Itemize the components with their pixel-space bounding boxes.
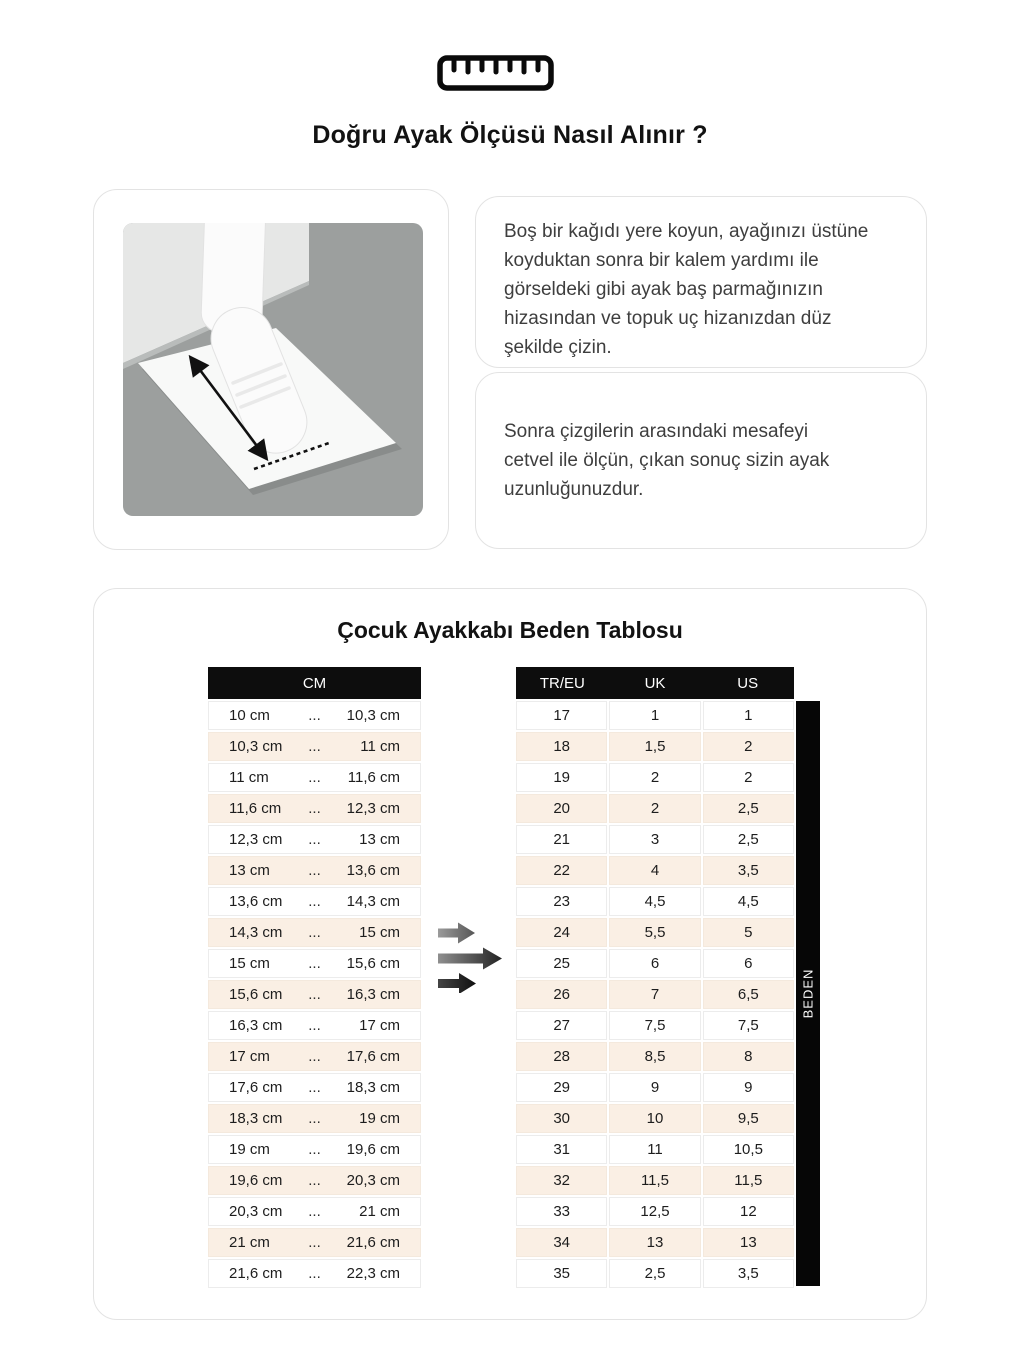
cm-from-value: 17 cm <box>229 1048 270 1065</box>
cm-to-value: 15 cm <box>359 924 400 941</box>
range-dots: ... <box>308 986 321 1003</box>
tr-eu-value: 33 <box>516 1197 607 1226</box>
cm-to-value: 21,6 cm <box>346 1234 400 1251</box>
range-dots: ... <box>308 1017 321 1034</box>
ruler-icon <box>437 55 554 96</box>
size-table-row <box>516 1011 794 1040</box>
cm-table-row <box>208 1073 421 1102</box>
cm-to-value: 14,3 cm <box>346 893 400 910</box>
uk-value: 10 <box>609 1104 700 1133</box>
size-table-row <box>516 949 794 978</box>
tr-eu-value: 35 <box>516 1259 607 1288</box>
range-dots: ... <box>308 738 321 755</box>
size-table-row <box>516 1259 794 1288</box>
tr-eu-value: 25 <box>516 949 607 978</box>
us-value: 2 <box>703 763 794 792</box>
uk-value: 11 <box>609 1135 700 1164</box>
tr-eu-value: 29 <box>516 1073 607 1102</box>
cm-from-value: 11 cm <box>229 769 269 786</box>
size-table-row <box>516 825 794 854</box>
cm-to-value: 13,6 cm <box>346 862 400 879</box>
range-dots: ... <box>308 893 321 910</box>
uk-value: 12,5 <box>609 1197 700 1226</box>
tr-eu-value: 31 <box>516 1135 607 1164</box>
col-header-us: US <box>737 674 759 692</box>
range-dots: ... <box>308 800 321 817</box>
range-dots: ... <box>308 1265 321 1282</box>
cm-from-value: 11,6 cm <box>229 800 282 817</box>
cm-from-value: 15 cm <box>229 955 270 972</box>
cm-table-row <box>208 732 421 761</box>
uk-value: 2 <box>609 794 700 823</box>
us-value: 1 <box>703 701 794 730</box>
uk-value: 1,5 <box>609 732 700 761</box>
us-value: 2,5 <box>703 825 794 854</box>
range-dots: ... <box>308 1048 321 1065</box>
cm-to-value: 17 cm <box>359 1017 400 1034</box>
cm-to-value: 21 cm <box>359 1203 400 1220</box>
tr-eu-value: 18 <box>516 732 607 761</box>
cm-table-row <box>208 701 421 730</box>
tr-eu-value: 23 <box>516 887 607 916</box>
tr-eu-value: 24 <box>516 918 607 947</box>
cm-table-row <box>208 1135 421 1164</box>
size-table-row <box>516 918 794 947</box>
col-header-tr-eu: TR/EU <box>539 674 585 692</box>
cm-from-value: 14,3 cm <box>229 924 283 941</box>
tr-eu-value: 19 <box>516 763 607 792</box>
range-dots: ... <box>308 1234 321 1251</box>
cm-table-row <box>208 794 421 823</box>
cm-from-value: 15,6 cm <box>229 986 283 1003</box>
cm-from-value: 16,3 cm <box>229 1017 283 1034</box>
cm-table-row <box>208 918 421 947</box>
uk-value: 4,5 <box>609 887 700 916</box>
cm-to-value: 18,3 cm <box>346 1079 400 1096</box>
instruction-box-step1 <box>475 196 927 368</box>
tr-eu-value: 22 <box>516 856 607 885</box>
instruction-step1-text: Boş bir kağıdı yere koyun, ayağınızı üstüne koyduktan sonra bir kalem yardımı ile görseldeki gibi ayak baş parmağınızın hizasından ve topuk uç hizanızdan düz şekilde çizin. <box>504 221 869 358</box>
uk-value: 11,5 <box>609 1166 700 1195</box>
cm-table-row <box>208 1228 421 1257</box>
tr-eu-value: 28 <box>516 1042 607 1071</box>
uk-value: 7,5 <box>609 1011 700 1040</box>
cm-from-value: 10 cm <box>229 707 270 724</box>
range-dots: ... <box>308 769 321 786</box>
cm-table-row <box>208 887 421 916</box>
size-table-row <box>516 1042 794 1071</box>
uk-value: 2,5 <box>609 1259 700 1288</box>
cm-table-row <box>208 1197 421 1226</box>
us-value: 6 <box>703 949 794 978</box>
uk-value: 13 <box>609 1228 700 1257</box>
cm-to-value: 19,6 cm <box>346 1141 400 1158</box>
range-dots: ... <box>308 862 321 879</box>
size-table-row <box>516 1104 794 1133</box>
uk-value: 3 <box>609 825 700 854</box>
tr-eu-value: 20 <box>516 794 607 823</box>
cm-table-body <box>208 701 421 1288</box>
uk-value: 1 <box>609 701 700 730</box>
size-table-row <box>516 763 794 792</box>
international-size-table <box>516 667 794 1290</box>
cm-to-value: 20,3 cm <box>346 1172 400 1189</box>
size-table-row <box>516 1197 794 1226</box>
range-dots: ... <box>308 1141 321 1158</box>
page-title: Doğru Ayak Ölçüsü Nasıl Alınır ? <box>312 121 708 149</box>
cm-table-row <box>208 1011 421 1040</box>
uk-value: 7 <box>609 980 700 1009</box>
range-dots: ... <box>308 1079 321 1096</box>
uk-value: 9 <box>609 1073 700 1102</box>
cm-from-value: 12,3 cm <box>229 831 283 848</box>
range-dots: ... <box>308 1110 321 1127</box>
range-dots: ... <box>308 707 321 724</box>
tr-eu-value: 32 <box>516 1166 607 1195</box>
cm-from-value: 10,3 cm <box>229 738 283 755</box>
us-value: 9,5 <box>703 1104 794 1133</box>
col-header-uk: UK <box>644 674 666 692</box>
size-table-row <box>516 1073 794 1102</box>
us-value: 6,5 <box>703 980 794 1009</box>
cm-table-row <box>208 1042 421 1071</box>
cm-to-value: 11 cm <box>360 738 400 755</box>
tr-eu-value: 17 <box>516 701 607 730</box>
cm-table-row <box>208 1259 421 1288</box>
cm-to-value: 16,3 cm <box>346 986 400 1003</box>
tr-eu-value: 21 <box>516 825 607 854</box>
beden-vertical-label: BEDEN <box>800 968 816 1019</box>
range-dots: ... <box>308 955 321 972</box>
cm-from-value: 17,6 cm <box>229 1079 283 1096</box>
us-value: 10,5 <box>703 1135 794 1164</box>
us-value: 3,5 <box>703 856 794 885</box>
cm-table-row <box>208 763 421 792</box>
cm-from-value: 21,6 cm <box>229 1265 283 1282</box>
us-value: 7,5 <box>703 1011 794 1040</box>
tr-eu-value: 27 <box>516 1011 607 1040</box>
cm-from-value: 18,3 cm <box>229 1110 283 1127</box>
size-table-body <box>516 701 794 1288</box>
size-table-row <box>516 1228 794 1257</box>
cm-from-value: 19 cm <box>229 1141 270 1158</box>
us-value: 4,5 <box>703 887 794 916</box>
size-table-row <box>516 701 794 730</box>
us-value: 9 <box>703 1073 794 1102</box>
cm-table-row <box>208 1166 421 1195</box>
size-table-row <box>516 856 794 885</box>
cm-table-row <box>208 980 421 1009</box>
cm-to-value: 15,6 cm <box>346 955 400 972</box>
cm-from-value: 13 cm <box>229 862 270 879</box>
range-dots: ... <box>308 924 321 941</box>
us-value: 2,5 <box>703 794 794 823</box>
cm-table-row <box>208 825 421 854</box>
tr-eu-value: 30 <box>516 1104 607 1133</box>
cm-table-row <box>208 1104 421 1133</box>
uk-value: 6 <box>609 949 700 978</box>
size-table-row <box>516 794 794 823</box>
cm-range-table <box>208 667 421 1290</box>
uk-value: 2 <box>609 763 700 792</box>
instruction-step2-text: Sonra çizgilerin arasındaki mesafeyi cetvel ile ölçün, çıkan sonuç sizin ayak uzunluğunuzdur. <box>504 421 830 500</box>
cm-to-value: 19 cm <box>359 1110 400 1127</box>
range-dots: ... <box>308 1172 321 1189</box>
foot-measurement-photo <box>123 223 423 516</box>
us-value: 13 <box>703 1228 794 1257</box>
cm-table-header: CM <box>208 667 421 699</box>
cm-to-value: 12,3 cm <box>346 800 400 817</box>
cm-to-value: 22,3 cm <box>346 1265 400 1282</box>
size-table-card <box>93 588 927 1320</box>
us-value: 8 <box>703 1042 794 1071</box>
cm-from-value: 21 cm <box>229 1234 270 1251</box>
cm-from-value: 20,3 cm <box>229 1203 283 1220</box>
cm-table-row <box>208 856 421 885</box>
size-table-title: Çocuk Ayakkabı Beden Tablosu <box>337 617 683 643</box>
cm-from-value: 19,6 cm <box>229 1172 283 1189</box>
size-table-row <box>516 732 794 761</box>
size-table-row <box>516 887 794 916</box>
beden-side-bar <box>796 701 820 1286</box>
cm-to-value: 10,3 cm <box>346 707 400 724</box>
us-value: 2 <box>703 732 794 761</box>
cm-table-row <box>208 949 421 978</box>
size-table-row <box>516 1135 794 1164</box>
range-dots: ... <box>308 831 321 848</box>
us-value: 12 <box>703 1197 794 1226</box>
range-dots: ... <box>308 1203 321 1220</box>
size-table-row <box>516 980 794 1009</box>
us-value: 11,5 <box>703 1166 794 1195</box>
cm-to-value: 17,6 cm <box>346 1048 400 1065</box>
cm-to-value: 11,6 cm <box>347 769 400 786</box>
us-value: 3,5 <box>703 1259 794 1288</box>
uk-value: 4 <box>609 856 700 885</box>
us-value: 5 <box>703 918 794 947</box>
uk-value: 8,5 <box>609 1042 700 1071</box>
size-table-header <box>516 667 794 699</box>
arrows-right-icon <box>437 921 509 998</box>
cm-to-value: 13 cm <box>359 831 400 848</box>
measurement-photo-card <box>93 189 449 550</box>
tr-eu-value: 34 <box>516 1228 607 1257</box>
uk-value: 5,5 <box>609 918 700 947</box>
cm-from-value: 13,6 cm <box>229 893 283 910</box>
tr-eu-value: 26 <box>516 980 607 1009</box>
size-table-row <box>516 1166 794 1195</box>
instruction-box-step2 <box>475 372 927 549</box>
